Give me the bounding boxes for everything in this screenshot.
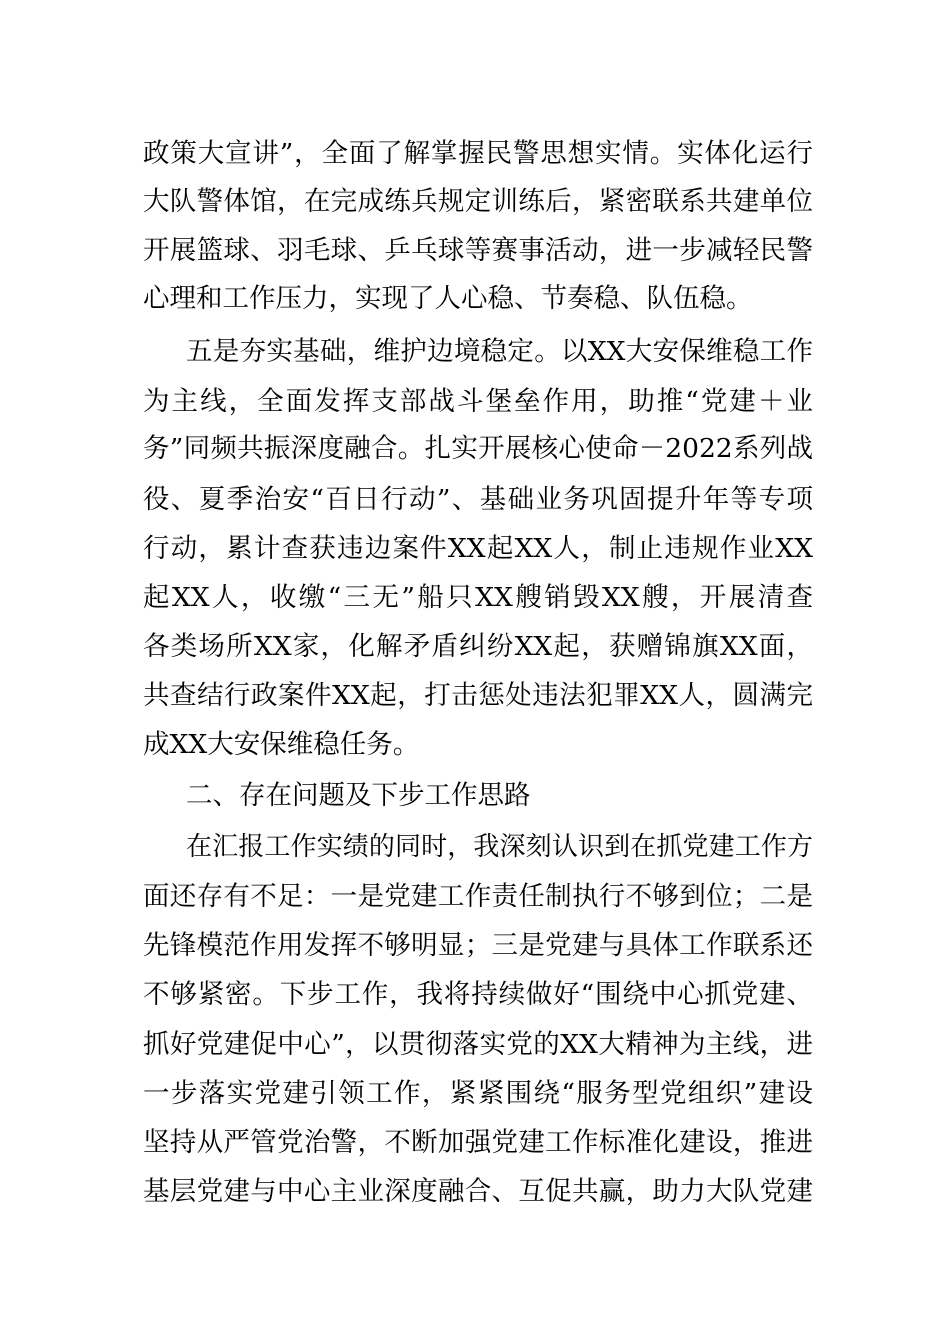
text-line: 坚持从严管党治警，不断加强党建工作标准化建设，推进 [143,1127,813,1158]
text-line: 役、夏季治安“百日行动”、基础业务巩固提升年等专项 [143,484,813,515]
paragraph-start-line: 在汇报工作实绩的同时，我深刻认识到在抓党建工作方 [186,832,813,862]
paragraph-start-line: 五是夯实基础，维护边境稳定。以XX大安保维稳工作 [186,336,813,367]
section-heading: 二、存在问题及下步工作思路 [186,780,531,811]
text-line: 先锋模范作用发挥不够明显；三是党建与具体工作联系还 [143,930,813,961]
text-line: 各类场所XX家，化解矛盾纠纷XX起，获赠锦旗XX面， [143,631,813,662]
text-line: 一步落实党建引领工作，紧紧围绕“服务型党组织”建设 [143,1078,813,1109]
text-line: 基层党建与中心主业深度融合、互促共赢，助力大队党建 [143,1176,813,1207]
text-line: 共查结行政案件XX起，打击惩处违法犯罪XX人，圆满完 [143,680,813,711]
text-line: 起XX人，收缴“三无”船只XX艘销毁XX艘，开展清查 [143,582,813,613]
text-line: 大队警体馆，在完成练兵规定训练后，紧密联系共建单位 [143,186,813,217]
text-line: 成XX大安保维稳任务。 [143,729,420,760]
text-line: 政策大宣讲”，全面了解掌握民警思想实情。实体化运行 [143,138,813,169]
text-line: 务”同频共振深度融合。扎实开展核心使命－2022系列战 [143,433,813,464]
text-line: 开展篮球、羽毛球、乒乓球等赛事活动，进一步减轻民警 [143,235,813,266]
text-line: 不够紧密。下步工作，我将持续做好“围绕中心抓党建、 [143,979,813,1010]
text-line: 行动，累计查获违边案件XX起XX人，制止违规作业XX [143,533,813,564]
text-line: 抓好党建促中心”，以贯彻落实党的XX大精神为主线，进 [143,1029,813,1060]
text-line: 为主线，全面发挥支部战斗堡垒作用，助推“党建＋业 [143,386,813,417]
text-line: 面还存有不足：一是党建工作责任制执行不够到位；二是 [143,881,813,912]
text-line: 心理和工作压力，实现了人心稳、节奏稳、队伍稳。 [143,283,753,314]
